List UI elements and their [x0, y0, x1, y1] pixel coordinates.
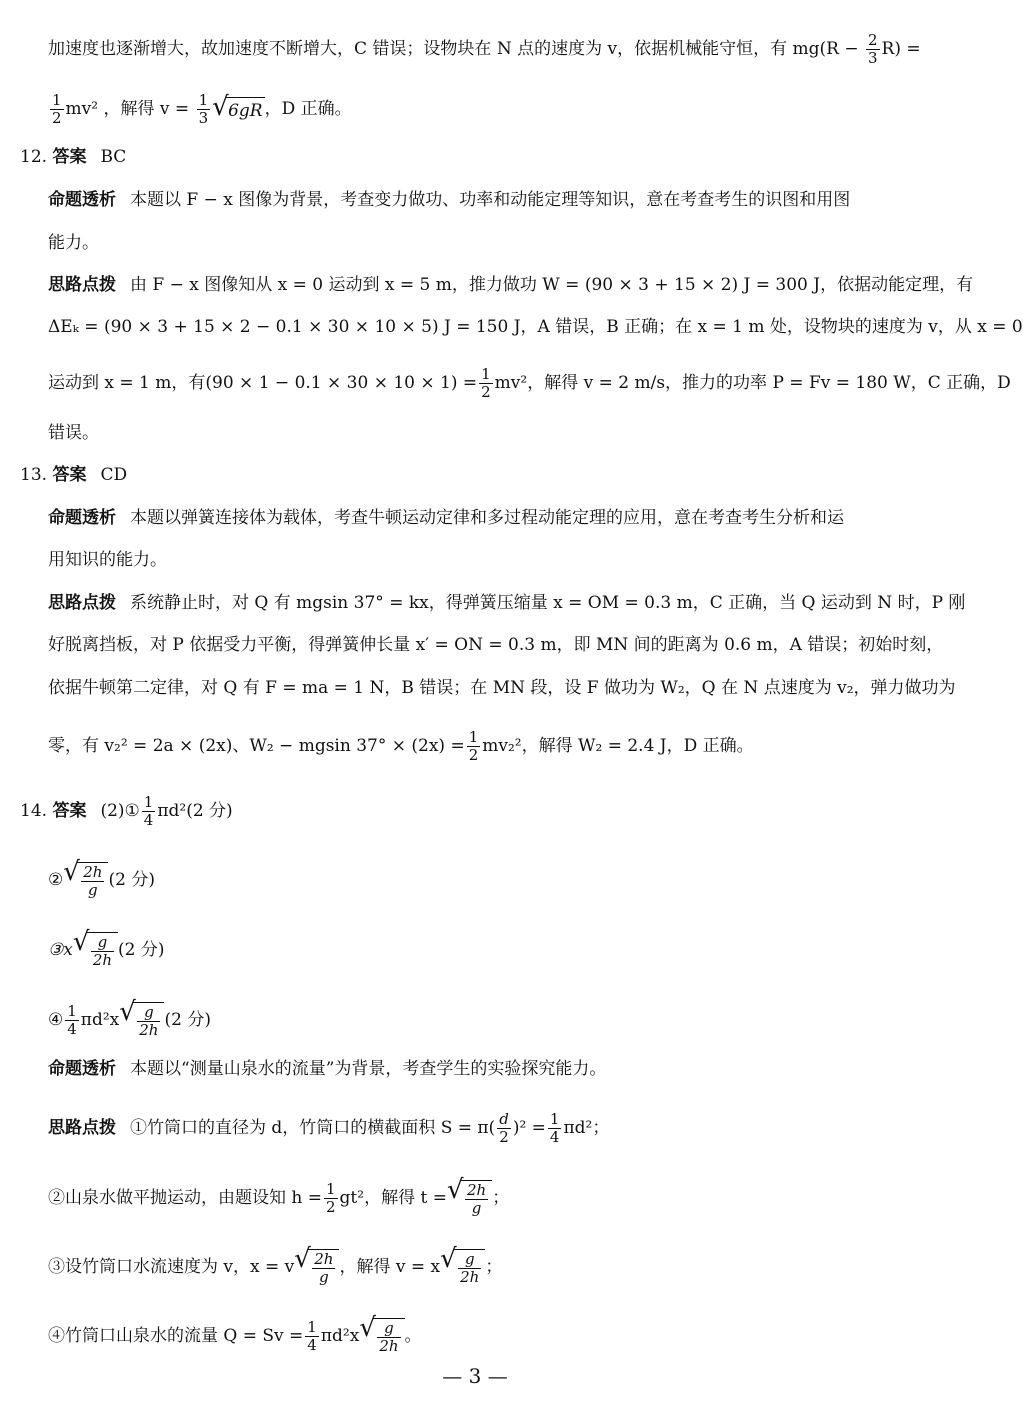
sqrt: √ $\frac{g}{2h}$	[361, 1318, 404, 1355]
sqrt: √ $\frac{2h}{g}$	[296, 1249, 339, 1286]
fraction: $\frac{1}{4}$	[67, 1002, 77, 1038]
solution-step-3: ③设竹筒口水流速度为 v，x = v √ $\frac{2h}{g}$ ，解得 v = x √ $\frac{g}{2h}$ ；	[48, 1249, 502, 1286]
fraction: $\frac{1}{2}$	[481, 365, 491, 401]
question-14-answer: 14. 答案 (2)① $\frac{1}{4}$ πd²(2 分)	[20, 793, 233, 829]
text-line: $\frac{1}{2}$ mv² ，解得 v = $\frac{1}{3}$ √ 6gR ，D 正确。	[48, 92, 352, 127]
answer-part-2: ② √ $\frac{2h}{g}$ (2 分)	[48, 862, 155, 899]
fraction: $\frac{d}{2}$	[499, 1110, 509, 1146]
fraction: $\frac{1}{4}$	[307, 1318, 317, 1354]
q13-solution: 思路点拨 系统静止时，对 Q 有 mgsin 37° = kx，得弹簧压缩量 x = OM = 0.3 m，C 正确，当 Q 运动到 N 时，P 刚	[48, 593, 966, 613]
fraction: $\frac{1}{2}$	[52, 91, 62, 127]
q13-intent: 命题透析 本题以弹簧连接体为载体，考查牛顿运动定律和多过程动能定理的应用，意在考查考生分析和运	[48, 508, 844, 528]
fraction: $\frac{1}{2}$	[468, 728, 479, 764]
fraction: $\frac{1}{3}$	[198, 91, 209, 127]
text-line: 加速度也逐渐增大，故加速度不断增大，C 错误；设物块在 N 点的速度为 v，依据机械能守恒，有 mg(R − $\frac{2}{3}$ R) =	[48, 31, 921, 67]
text-line: 运动到 x = 1 m，有(90 × 1 − 0.1 × 30 × 10 × 1) = $\frac{1}{2}$ mv²，解得 v = 2 m/s，推力的功率 P = Fv = 180 W，C 正确，D	[48, 365, 1011, 401]
answer-part-3: ③x √ $\frac{g}{2h}$ (2 分)	[48, 932, 165, 969]
text-line: 能力。	[48, 233, 99, 253]
sqrt: √ $\frac{2h}{g}$	[449, 1180, 492, 1217]
question-12-answer: 12. 答案 BC	[20, 147, 127, 167]
solution-step-4: ④竹筒口山泉水的流量 Q = Sv = $\frac{1}{4}$ πd²x √ $\frac{g}{2h}$ 。	[48, 1318, 422, 1355]
q12-intent: 命题透析 本题以 F − x 图像为背景，考查变力做功、功率和动能定理等知识，意在考查考生的识图和用图	[48, 190, 851, 210]
sqrt: √ $\frac{g}{2h}$	[75, 932, 118, 969]
sqrt: √ $\frac{2h}{g}$	[65, 862, 108, 899]
q14-intent: 命题透析 本题以“测量山泉水的流量”为背景，考查学生的实验探究能力。	[48, 1059, 607, 1079]
q14-solution: 思路点拨 ①竹筒口的直径为 d，竹筒口的横截面积 S = π( $\frac{d}{2}$ )² = $\frac{1}{4}$ πd²；	[48, 1110, 610, 1146]
text-line: ΔEₖ = (90 × 3 + 15 × 2 − 0.1 × 30 × 10 × 5) J = 150 J，A 错误，B 正确；在 x = 1 m 处，设物块的速度为 v，从 x = 0	[48, 317, 1023, 337]
text-line: 好脱离挡板，对 P 依据受力平衡，得弹簧伸长量 x′ = ON = 0.3 m，即 MN 间的距离为 0.6 m，A 错误；初始时刻，	[48, 635, 944, 655]
page-number: — 3 —	[442, 1364, 508, 1388]
sqrt: √ $\frac{g}{2h}$	[442, 1249, 485, 1286]
q12-solution: 思路点拨 由 F − x 图像知从 x = 0 运动到 x = 5 m，推力做功 W = (90 × 3 + 15 × 2) J = 300 J，依据动能定理，有	[48, 275, 974, 295]
text-line: 用知识的能力。	[48, 550, 167, 570]
text-line: 依据牛顿第二定律，对 Q 有 F = ma = 1 N，B 错误；在 MN 段，设 F 做功为 W₂，Q 在 N 点速度为 v₂，弹力做功为	[48, 678, 956, 698]
text-line: 零，有 v₂² = 2a × (2x)、W₂ − mgsin 37° × (2x) = $\frac{1}{2}$ mv₂²，解得 W₂ = 2.4 J，D 正确。	[48, 728, 754, 764]
fraction: $\frac{1}{2}$	[326, 1180, 336, 1216]
solution-step-2: ②山泉水做平抛运动，由题设知 h = $\frac{1}{2}$ gt²，解得 t = √ $\frac{2h}{g}$ ；	[48, 1180, 509, 1217]
text-line: 错误。	[48, 423, 99, 443]
fraction: $\frac{1}{4}$	[143, 793, 154, 829]
fraction: $\frac{1}{4}$	[549, 1110, 560, 1146]
sqrt: √ 6gR	[214, 97, 265, 123]
question-13-answer: 13. 答案 CD	[20, 465, 128, 485]
answer-part-4: ④ $\frac{1}{4}$ πd²x √ $\frac{g}{2h}$ (2 分)	[48, 1002, 211, 1039]
fraction: $\frac{2}{3}$	[868, 31, 878, 67]
sqrt: √ $\frac{g}{2h}$	[121, 1002, 164, 1039]
